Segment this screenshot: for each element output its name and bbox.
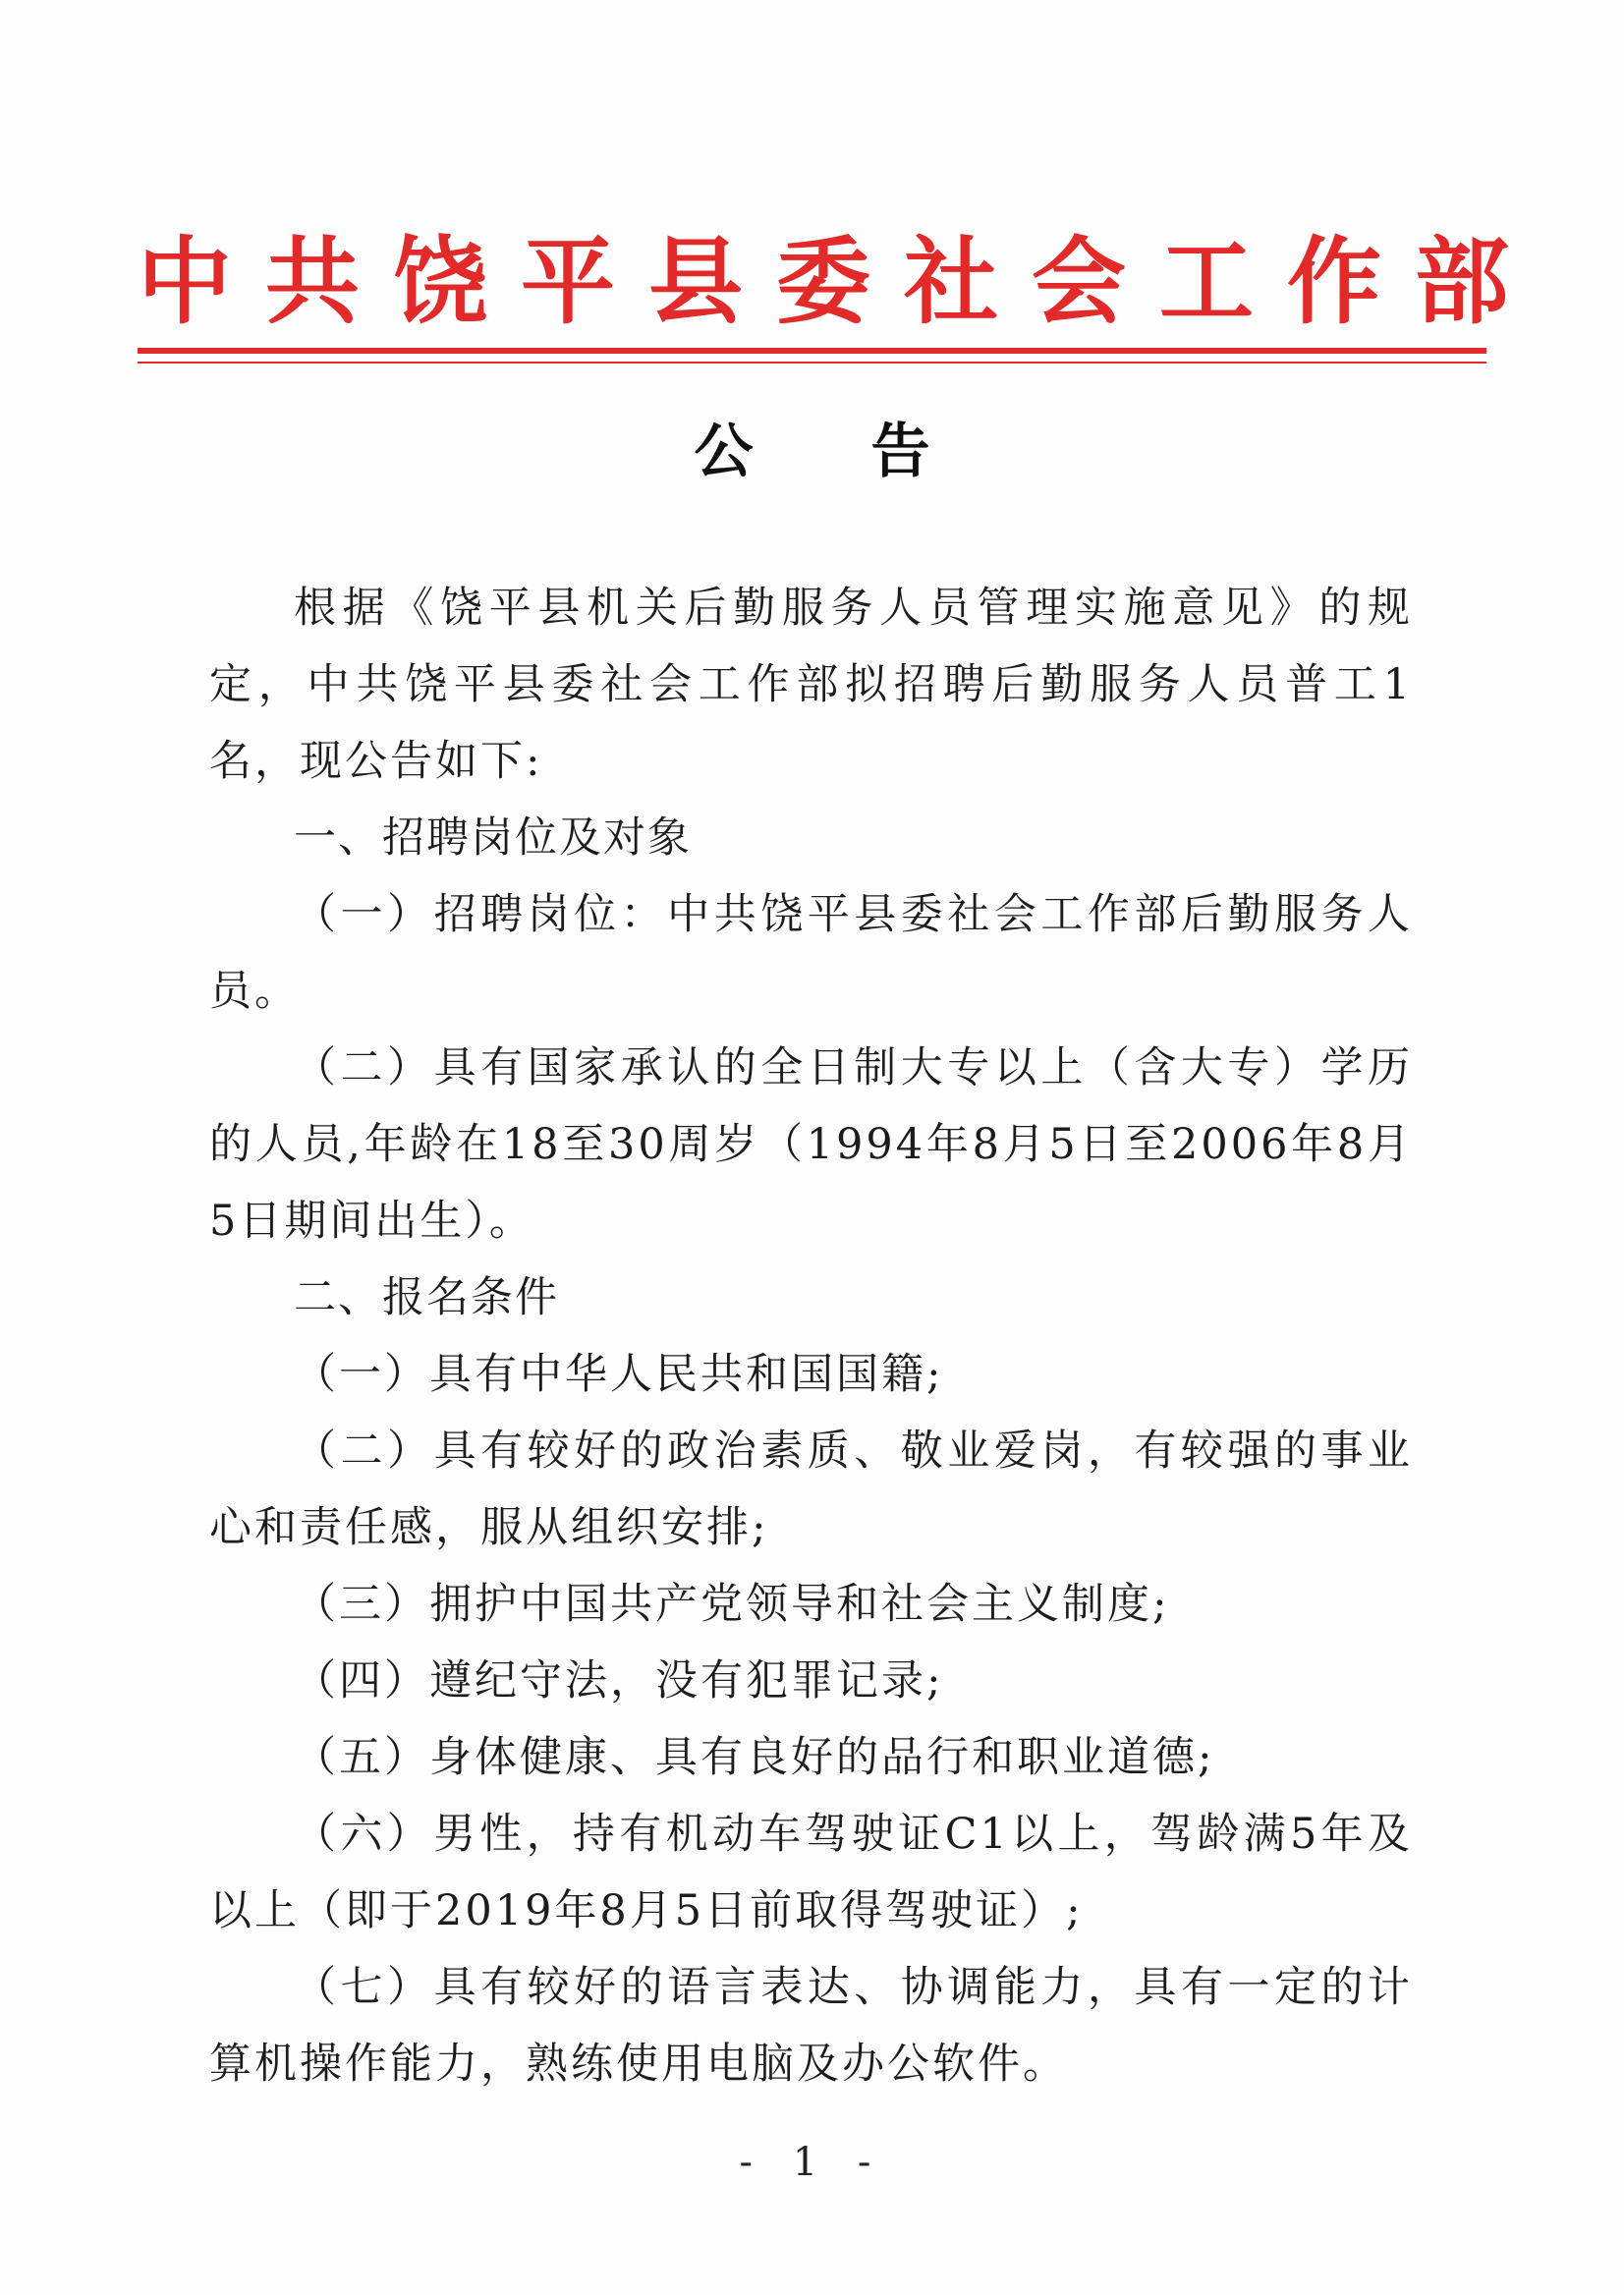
- masthead-rule-thick: [138, 348, 1486, 354]
- document-body: [209, 570, 1413, 2102]
- section-item: （四）遵纪守法，没有犯罪记录;: [294, 1656, 944, 1706]
- section-item: （二）具有国家承认的全日制大专以上（含大专）学历的人员,年龄在18至30周岁（1994年8月5日至2006年8月5日期间出生）。: [209, 1043, 1413, 1246]
- section-item: （六）男性，持有机动车驾驶证C1以上，驾龄满5年及以上（即于2019年8月5日前取得驾驶证）;: [209, 1810, 1413, 1935]
- page-number: - 1 -: [739, 2140, 885, 2185]
- intro-paragraph: 根据《饶平县机关后勤服务人员管理实施意见》的规定，中共饶平县委社会工作部拟招聘后勤服务人员普工1名，现公告如下:: [209, 584, 1413, 786]
- section-item: （二）具有较好的政治素质、敬业爱岗，有较强的事业心和责任感，服从组织安排;: [209, 1427, 1413, 1552]
- section-item: （五）身体健康、具有良好的品行和职业道德;: [294, 1733, 1215, 1782]
- section-item: （三）拥护中国共产党领导和社会主义制度;: [294, 1580, 1170, 1629]
- section-item: （一）招聘岗位：中共饶平县委社会工作部后勤服务人员。: [209, 890, 1413, 1016]
- document-title: 公告: [694, 418, 1048, 486]
- section-heading: 二、报名条件: [294, 1273, 559, 1322]
- section-item: （七）具有较好的语言表达、协调能力，具有一定的计算机操作能力，熟练使用电脑及办公软件。: [209, 1963, 1413, 2089]
- masthead-rule-thin: [138, 362, 1486, 364]
- masthead-organization: 中共饶平县委社会工作部: [138, 226, 1542, 337]
- section-item: （一）具有中华人民共和国国籍;: [294, 1350, 944, 1399]
- section-heading: 一、招聘岗位及对象: [294, 813, 692, 863]
